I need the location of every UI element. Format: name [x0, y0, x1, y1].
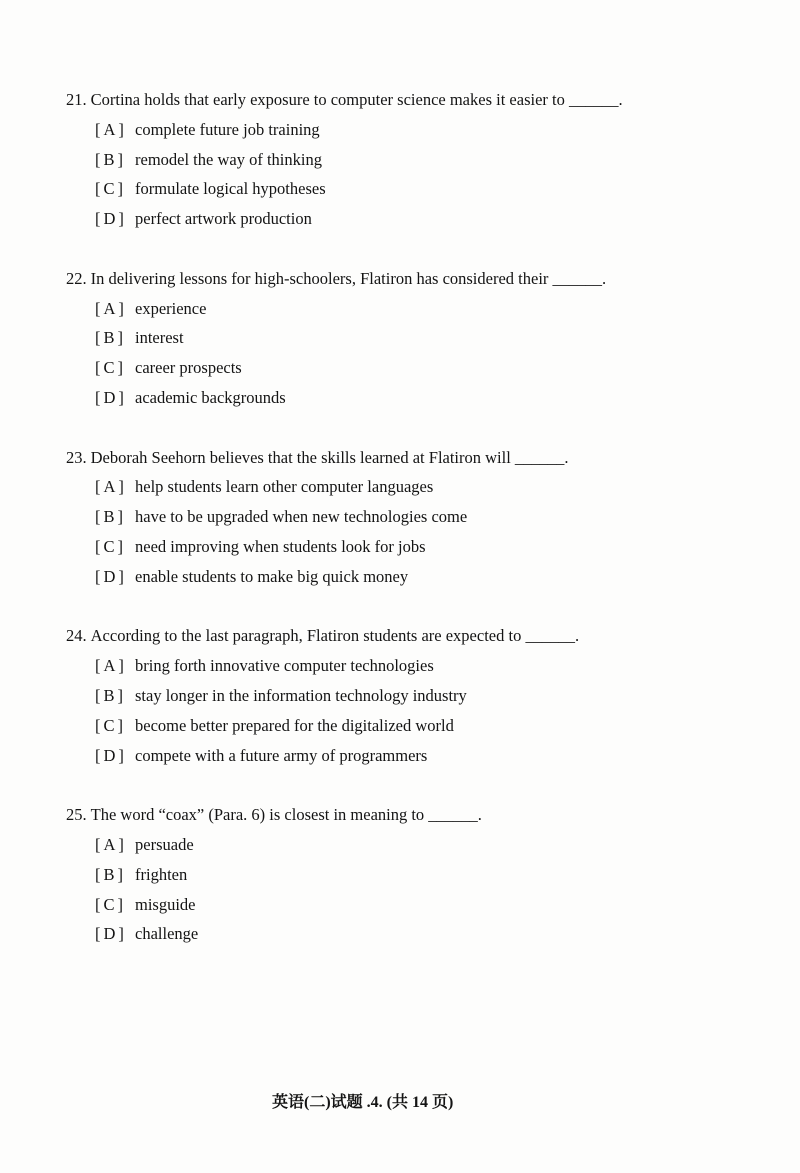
option-a — [66, 294, 766, 324]
option-label: [A] — [95, 119, 127, 139]
option-label: [D] — [95, 566, 127, 586]
option-text: stay longer in the information technology industry — [135, 685, 467, 705]
option-label: [C] — [95, 358, 126, 378]
option-b — [66, 502, 766, 532]
option-text: help students learn other computer languages — [135, 477, 434, 497]
option-a — [66, 472, 766, 502]
option-c — [66, 353, 766, 383]
option-label: [D] — [95, 387, 127, 407]
option-label: [D] — [95, 924, 127, 944]
option-text: formulate logical hypotheses — [135, 179, 326, 199]
option-label: [C] — [95, 894, 126, 914]
option-d — [66, 562, 766, 592]
question-22 — [66, 264, 766, 413]
question-stem — [66, 264, 766, 294]
question-text: According to the last paragraph, Flatiron students are expected to ______. — [90, 626, 580, 646]
question-text: Deborah Seehorn believes that the skills learned at Flatiron will ______. — [90, 447, 569, 467]
option-a — [66, 830, 766, 860]
option-label: [B] — [95, 864, 126, 884]
question-number: 24. — [66, 626, 87, 646]
option-text: experience — [135, 298, 207, 318]
exam-page — [66, 85, 766, 979]
option-b — [66, 681, 766, 711]
option-label: [A] — [95, 298, 127, 318]
option-text: persuade — [135, 834, 194, 854]
option-text: frighten — [135, 864, 188, 884]
option-label: [B] — [95, 507, 126, 527]
option-text: enable students to make big quick money — [135, 566, 409, 586]
option-text: academic backgrounds — [135, 387, 286, 407]
option-label: [C] — [95, 536, 126, 556]
option-b — [66, 145, 766, 175]
question-24 — [66, 621, 766, 770]
option-c — [66, 174, 766, 204]
question-23 — [66, 443, 766, 592]
question-25 — [66, 800, 766, 949]
question-number: 22. — [66, 268, 87, 288]
question-stem — [66, 621, 766, 651]
option-text: bring forth innovative computer technologies — [135, 656, 434, 676]
option-c — [66, 532, 766, 562]
option-label: [B] — [95, 328, 126, 348]
option-label: [C] — [95, 179, 126, 199]
option-label: [C] — [95, 715, 126, 735]
option-text: remodel the way of thinking — [135, 149, 322, 169]
option-text: career prospects — [135, 358, 242, 378]
question-number: 23. — [66, 447, 87, 467]
option-label: [B] — [95, 685, 126, 705]
option-label: [B] — [95, 149, 126, 169]
option-b — [66, 860, 766, 890]
question-21 — [66, 85, 766, 234]
option-text: compete with a future army of programmers — [135, 745, 428, 765]
option-d — [66, 204, 766, 234]
option-b — [66, 323, 766, 353]
question-text: In delivering lessons for high-schoolers, Flatiron has considered their ______. — [90, 268, 607, 288]
option-label: [A] — [95, 834, 127, 854]
option-d — [66, 741, 766, 771]
option-text: misguide — [135, 894, 196, 914]
option-text: become better prepared for the digitalized world — [135, 715, 454, 735]
option-a — [66, 115, 766, 145]
option-label: [D] — [95, 745, 127, 765]
question-number: 21. — [66, 90, 87, 109]
question-number: 25. — [66, 805, 87, 825]
option-text: perfect artwork production — [135, 209, 312, 229]
question-stem — [66, 443, 766, 473]
question-text: Cortina holds that early exposure to computer science makes it easier to ______. — [90, 90, 623, 109]
option-d — [66, 919, 766, 949]
option-label: [D] — [95, 209, 127, 229]
option-text: complete future job training — [135, 119, 320, 139]
question-stem — [66, 800, 766, 830]
option-d — [66, 383, 766, 413]
option-label: [A] — [95, 656, 127, 676]
option-label: [A] — [95, 477, 127, 497]
option-text: need improving when students look for jobs — [135, 536, 426, 556]
question-stem — [66, 85, 766, 115]
option-c — [66, 711, 766, 741]
page-footer: 英语(二)试题 .4. (共 14 页) — [272, 1094, 454, 1111]
option-a — [66, 651, 766, 681]
option-text: interest — [135, 328, 184, 348]
option-text: have to be upgraded when new technologies come — [135, 507, 468, 527]
question-text: The word “coax” (Para. 6) is closest in meaning to ______. — [90, 805, 482, 825]
option-text: challenge — [135, 924, 199, 944]
option-c — [66, 890, 766, 920]
